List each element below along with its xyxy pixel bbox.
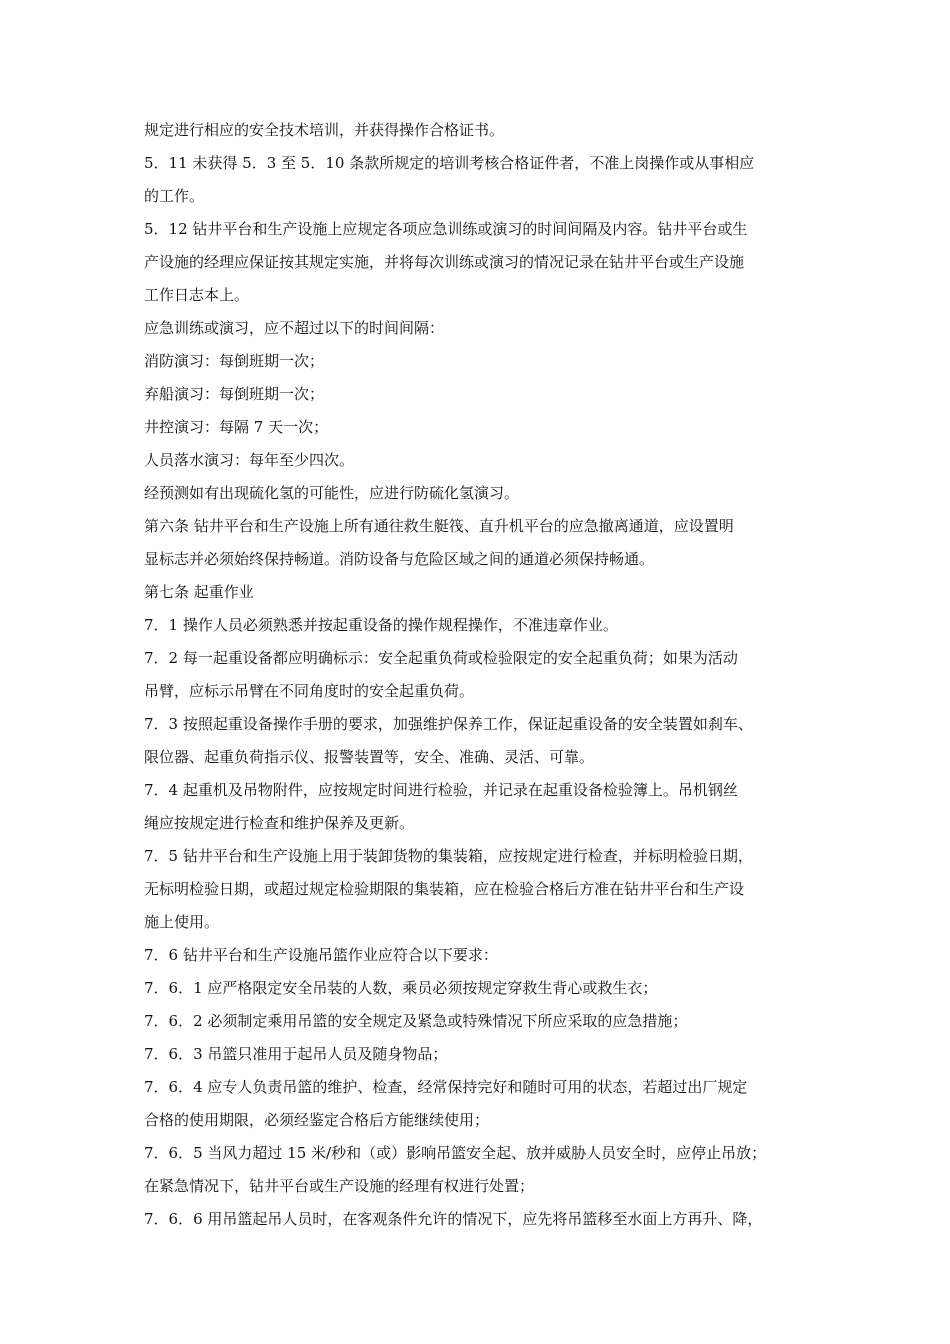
- text-line: 应急训练或演习，应不超过以下的时间间隔：: [144, 319, 445, 337]
- text-line: 7．4 起重机及吊物附件，应按规定时间进行检验，并记录在起重设备检验簿上。吊机钢丝: [144, 781, 738, 799]
- text-line: 第六条 钻井平台和生产设施上所有通往救生艇筏、直升机平台的应急撤离通道，应设置明: [144, 517, 734, 535]
- text-line: 规定进行相应的安全技术培训，并获得操作合格证书。: [144, 121, 505, 139]
- text-line: 7．5 钻井平台和生产设施上用于装卸货物的集装箱，应按规定进行检查，并标明检验日期，: [144, 847, 753, 865]
- text-line: 第七条 起重作业: [144, 583, 254, 601]
- text-line: 消防演习：每倒班期一次；: [144, 352, 325, 370]
- text-line: 工作日志本上。: [144, 286, 250, 304]
- text-line: 经预测如有出现硫化氢的可能性，应进行防硫化氢演习。: [144, 484, 520, 502]
- text-line: 弃船演习：每倒班期一次；: [144, 385, 325, 403]
- text-line: 吊臂，应标示吊臂在不同角度时的安全起重负荷。: [144, 682, 475, 700]
- text-line: 7．6．5 当风力超过 15 米/秒和（或）影响吊篮安全起、放并威胁人员安全时，应停止吊放；: [144, 1144, 767, 1162]
- text-line: 7．6．3 吊篮只准用于起吊人员及随身物品；: [144, 1045, 448, 1063]
- text-line: 7．2 每一起重设备都应明确标示：安全起重负荷或检验限定的安全起重负荷；如果为活动: [144, 649, 738, 667]
- text-line: 无标明检验日期，或超过规定检验期限的集装箱，应在检验合格后方准在钻井平台和生产设: [144, 880, 745, 898]
- text-line: 施上使用。: [144, 913, 220, 931]
- text-line: 合格的使用期限，必须经鉴定合格后方能继续使用；: [144, 1111, 490, 1129]
- text-line: 限位器、起重负荷指示仪、报警装置等，安全、准确、灵活、可靠。: [144, 748, 595, 766]
- text-line: 绳应按规定进行检查和维护保养及更新。: [144, 814, 415, 832]
- text-line: 显标志并必须始终保持畅道。消防设备与危险区域之间的通道必须保持畅通。: [144, 550, 655, 568]
- text-line: 7．6．2 必须制定乘用吊篮的安全规定及紧急或特殊情况下所应采取的应急措施；: [144, 1012, 688, 1030]
- document-body: [144, 114, 812, 1236]
- text-line: 7．6 钻井平台和生产设施吊篮作业应符合以下要求：: [144, 946, 498, 964]
- text-line: 7．6．1 应严格限定安全吊装的人数，乘员必须按规定穿救生背心或救生衣；: [144, 979, 658, 997]
- text-line: 产设施的经理应保证按其规定实施，并将每次训练或演习的情况记录在钻井平台或生产设施: [144, 253, 745, 271]
- text-line: 的工作。: [144, 187, 205, 205]
- text-line: 井控演习：每隔 7 天一次；: [144, 418, 329, 436]
- text-line: 5．12 钻井平台和生产设施上应规定各项应急训练或演习的时间间隔及内容。钻井平台或生: [144, 220, 748, 238]
- text-line: 在紧急情况下，钻井平台或生产设施的经理有权进行处置；: [144, 1177, 535, 1195]
- text-line: 7．6．4 应专人负责吊篮的维护、检查，经常保持完好和随时可用的状态，若超过出厂规定: [144, 1078, 748, 1096]
- text-line: 7．3 按照起重设备操作手册的要求，加强维护保养工作，保证起重设备的安全装置如刹车、: [144, 715, 753, 733]
- text-line: 7．1 操作人员必须熟悉并按起重设备的操作规程操作，不准违章作业。: [144, 616, 618, 634]
- text-line: 人员落水演习：每年至少四次。: [144, 451, 355, 469]
- text-line: 5．11 未获得 5．3 至 5．10 条款所规定的培训考核合格证件者，不准上岗操作或从事相应: [144, 154, 755, 172]
- text-line: 7．6．6 用吊篮起吊人员时，在客观条件允许的情况下，应先将吊篮移至水面上方再升、降，: [144, 1210, 763, 1228]
